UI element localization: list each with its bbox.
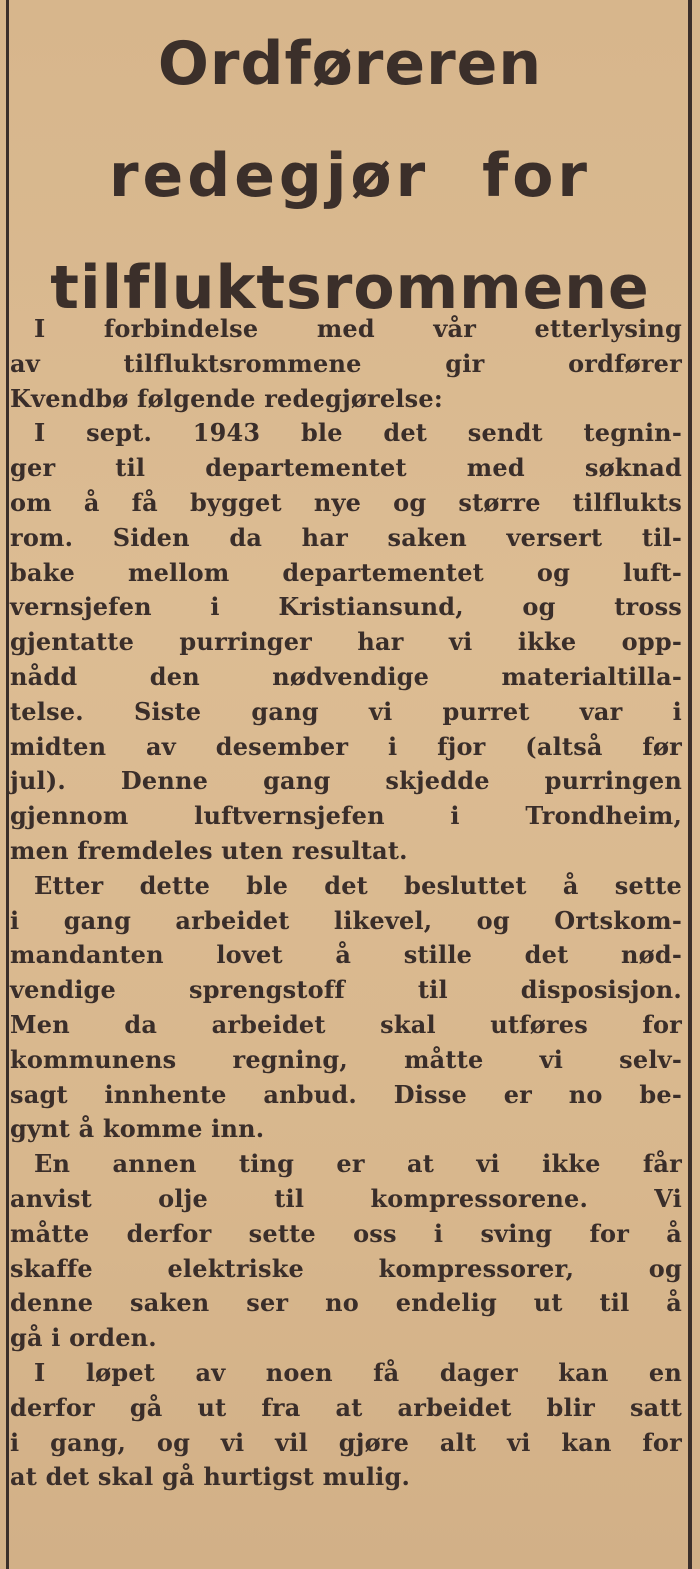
text-line: av tilfluktsrommene gir ordfører [10,348,682,378]
headline-line: redegjør for [108,141,592,211]
text-line: gynt å komme inn. [10,1114,265,1144]
text-line: derfor gå ut fra at arbeidet blir satt [10,1392,682,1422]
text-line: rom. Siden da har saken versert til- [10,522,682,552]
text-line: i gang, og vi vil gjøre alt vi kan for [10,1427,682,1457]
column-rule-left [6,0,9,1569]
text-line: men fremdeles uten resultat. [10,835,408,865]
headline-line: tilfluktsrommene [50,253,650,323]
paragraph [10,1147,682,1356]
text-line: måtte derfor sette oss i sving for å [10,1218,682,1248]
paragraph [10,312,682,416]
headline-line: Ordføreren [157,29,543,99]
text-line: kommunens regning, måtte vi selv- [10,1044,682,1074]
text-line: bake mellom departementet og luft- [10,557,682,587]
text-line: om å få bygget nye og større tilflukts [10,487,682,517]
text-line: I løpet av noen få dager kan en [34,1357,682,1387]
paragraph [10,869,682,1147]
text-line: anvist olje til kompressorene. Vi [10,1183,682,1213]
paragraph [10,416,682,868]
text-line: En annen ting er at vi ikke får [34,1149,682,1179]
text-line: nådd den nødvendige materialtilla- [10,661,682,691]
text-line: Kvendbø følgende redegjørelse: [10,383,443,413]
text-line: gå i orden. [10,1323,157,1353]
text-line: jul). Denne gang skjedde purringen [10,766,682,796]
paragraph [10,1356,682,1495]
text-line: gjentatte purringer har vi ikke opp- [10,627,682,657]
text-line: Etter dette ble det besluttet å sette [34,870,682,900]
column-rule-right [688,0,692,1569]
text-line: i gang arbeidet likevel, og Ortskom- [10,905,682,935]
text-line: I forbindelse med vår etterlysing [34,314,682,343]
text-line: ger til departementet med søknad [10,453,682,483]
headline [16,8,684,344]
text-line: telse. Siste gang vi purret var i [10,696,682,726]
text-line: I sept. 1943 ble det sendt tegnin- [34,418,682,448]
text-line: vernsjefen i Kristiansund, og tross [10,592,682,622]
text-line: skaffe elektriske kompressorer, og [10,1253,682,1283]
text-line: gjennom luftvernsjefen i Trondheim, [10,801,682,831]
text-line: denne saken ser no endelig ut til å [10,1288,682,1318]
article-body [10,312,682,1495]
text-line: midten av desember i fjor (altså før [10,731,682,761]
text-line: mandanten lovet å stille det nød- [10,940,682,970]
text-line: sagt innhente anbud. Disse er no be- [10,1079,682,1109]
text-line: vendige sprengstoff til disposisjon. [10,975,682,1005]
text-line: at det skal gå hurtigst mulig. [10,1462,411,1492]
text-line: Men da arbeidet skal utføres for [10,1009,682,1039]
